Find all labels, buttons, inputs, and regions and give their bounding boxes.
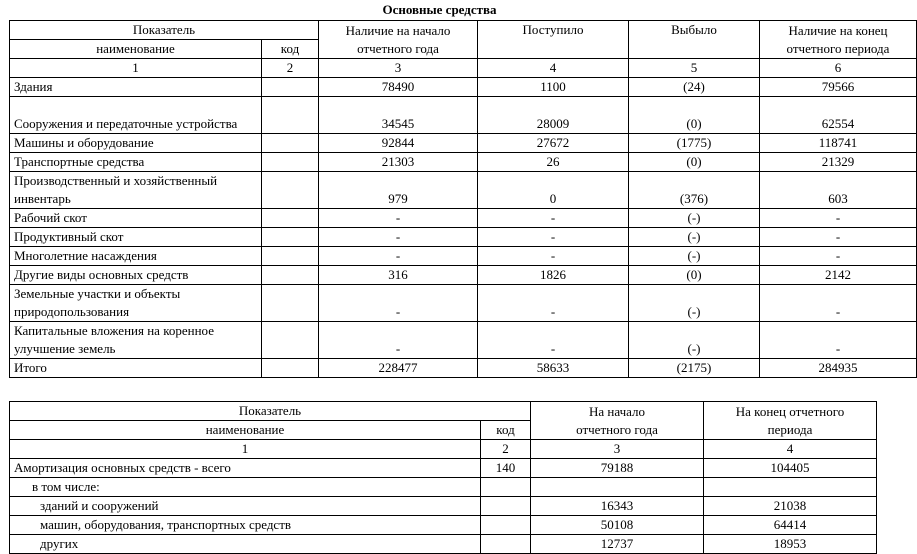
row-name: машин, оборудования, транспортных средств <box>10 516 481 535</box>
row-code <box>262 97 319 134</box>
row-start: 34545 <box>319 97 478 134</box>
row-received: 1100 <box>478 78 629 97</box>
row-disposed: (-) <box>629 285 760 322</box>
section-title: Основные средства <box>382 2 497 17</box>
row-name: Амортизация основных средств - всего <box>10 459 481 478</box>
row-name: Другие виды основных средств <box>10 266 262 285</box>
row-received: 27672 <box>478 134 629 153</box>
row-disposed: (-) <box>629 322 760 359</box>
col-num: 2 <box>481 440 531 459</box>
col-num: 3 <box>531 440 704 459</box>
row-start: 16343 <box>531 497 704 516</box>
header-end: Наличие на конец отчетного периода <box>760 21 917 59</box>
row-start: 79188 <box>531 459 704 478</box>
row-code <box>262 228 319 247</box>
row-name: Земельные участки и объекты природопользования <box>10 285 262 322</box>
row-received: 1826 <box>478 266 629 285</box>
table-row <box>10 497 877 516</box>
column-number-row <box>10 440 877 459</box>
row-end: - <box>760 247 917 266</box>
row-code: 140 <box>481 459 531 478</box>
row-end: 2142 <box>760 266 917 285</box>
table-row <box>10 359 917 378</box>
row-code <box>262 285 319 322</box>
header-start: Наличие на начало отчетного года <box>319 21 478 59</box>
row-received: 58633 <box>478 359 629 378</box>
col-num: 5 <box>629 59 760 78</box>
row-start: 228477 <box>319 359 478 378</box>
header-start: На начало отчетного года <box>531 402 704 440</box>
col-num: 4 <box>478 59 629 78</box>
row-end <box>704 478 877 497</box>
row-disposed: (24) <box>629 78 760 97</box>
row-disposed: (376) <box>629 172 760 209</box>
row-name: Многолетние насаждения <box>10 247 262 266</box>
col-num: 6 <box>760 59 917 78</box>
table-row <box>10 266 917 285</box>
col-num: 4 <box>704 440 877 459</box>
row-name: других <box>10 535 481 554</box>
row-start: 979 <box>319 172 478 209</box>
fixed-assets-table <box>9 20 917 378</box>
header-indicator: Показатель <box>10 21 319 40</box>
row-start: - <box>319 322 478 359</box>
header-code: код <box>262 40 319 59</box>
row-start: - <box>319 285 478 322</box>
row-code <box>481 516 531 535</box>
row-name: Итого <box>10 359 262 378</box>
header-row <box>10 21 917 40</box>
row-end: - <box>760 209 917 228</box>
row-code <box>262 78 319 97</box>
row-end: 21038 <box>704 497 877 516</box>
row-received: 0 <box>478 172 629 209</box>
row-disposed: (0) <box>629 97 760 134</box>
row-received: - <box>478 285 629 322</box>
row-end: 603 <box>760 172 917 209</box>
table-row <box>10 285 917 322</box>
row-code <box>262 172 319 209</box>
row-code <box>262 247 319 266</box>
column-number-row <box>10 59 917 78</box>
row-received: - <box>478 209 629 228</box>
table-row <box>10 459 877 478</box>
table-row <box>10 247 917 266</box>
row-name: Производственный и хозяйственный инвентарь <box>10 172 262 209</box>
row-end: - <box>760 285 917 322</box>
row-received: 28009 <box>478 97 629 134</box>
row-end: 284935 <box>760 359 917 378</box>
row-start <box>531 478 704 497</box>
col-num: 1 <box>10 59 262 78</box>
row-end: 79566 <box>760 78 917 97</box>
row-name: Рабочий скот <box>10 209 262 228</box>
row-end: - <box>760 228 917 247</box>
row-code <box>262 266 319 285</box>
row-start: 21303 <box>319 153 478 172</box>
header-disposed: Выбыло <box>629 21 760 59</box>
header-name: наименование <box>10 421 481 440</box>
row-received: - <box>478 247 629 266</box>
row-disposed: (2175) <box>629 359 760 378</box>
row-start: - <box>319 209 478 228</box>
row-name: Сооружения и передаточные устройства <box>10 97 262 134</box>
table-row <box>10 322 917 359</box>
row-disposed: (-) <box>629 247 760 266</box>
header-indicator: Показатель <box>10 402 531 421</box>
col-num: 1 <box>10 440 481 459</box>
row-end: 21329 <box>760 153 917 172</box>
row-received: - <box>478 228 629 247</box>
row-start: 78490 <box>319 78 478 97</box>
table-row <box>10 134 917 153</box>
row-disposed: (0) <box>629 153 760 172</box>
row-name: в том числе: <box>10 478 481 497</box>
row-disposed: (1775) <box>629 134 760 153</box>
header-received: Поступило <box>478 21 629 59</box>
row-end: 104405 <box>704 459 877 478</box>
row-name: Капитальные вложения на коренное улучшение земель <box>10 322 262 359</box>
row-code <box>262 209 319 228</box>
col-num: 3 <box>319 59 478 78</box>
row-code <box>262 134 319 153</box>
table-row <box>10 209 917 228</box>
row-end: 18953 <box>704 535 877 554</box>
row-disposed: (-) <box>629 228 760 247</box>
row-received: - <box>478 322 629 359</box>
row-code <box>262 322 319 359</box>
table-row <box>10 97 917 134</box>
row-start: 316 <box>319 266 478 285</box>
row-code <box>481 497 531 516</box>
table-row <box>10 172 917 209</box>
row-code <box>262 359 319 378</box>
row-name: Продуктивный скот <box>10 228 262 247</box>
header-row <box>10 402 877 421</box>
header-code: код <box>481 421 531 440</box>
header-end: На конец отчетного периода <box>704 402 877 440</box>
row-start: 50108 <box>531 516 704 535</box>
col-num: 2 <box>262 59 319 78</box>
row-name: зданий и сооружений <box>10 497 481 516</box>
row-code <box>481 478 531 497</box>
row-name: Машины и оборудование <box>10 134 262 153</box>
row-start: - <box>319 247 478 266</box>
row-start: - <box>319 228 478 247</box>
depreciation-table <box>9 401 877 554</box>
table-row <box>10 228 917 247</box>
row-name: Транспортные средства <box>10 153 262 172</box>
table-row <box>10 516 877 535</box>
row-end: 64414 <box>704 516 877 535</box>
header-name: наименование <box>10 40 262 59</box>
row-code <box>262 153 319 172</box>
table-row <box>10 78 917 97</box>
row-end: 62554 <box>760 97 917 134</box>
row-start: 92844 <box>319 134 478 153</box>
table-row <box>10 535 877 554</box>
row-end: - <box>760 322 917 359</box>
row-name: Здания <box>10 78 262 97</box>
row-disposed: (0) <box>629 266 760 285</box>
row-end: 118741 <box>760 134 917 153</box>
table-row <box>10 478 877 497</box>
row-code <box>481 535 531 554</box>
row-disposed: (-) <box>629 209 760 228</box>
row-start: 12737 <box>531 535 704 554</box>
table-row <box>10 153 917 172</box>
row-received: 26 <box>478 153 629 172</box>
